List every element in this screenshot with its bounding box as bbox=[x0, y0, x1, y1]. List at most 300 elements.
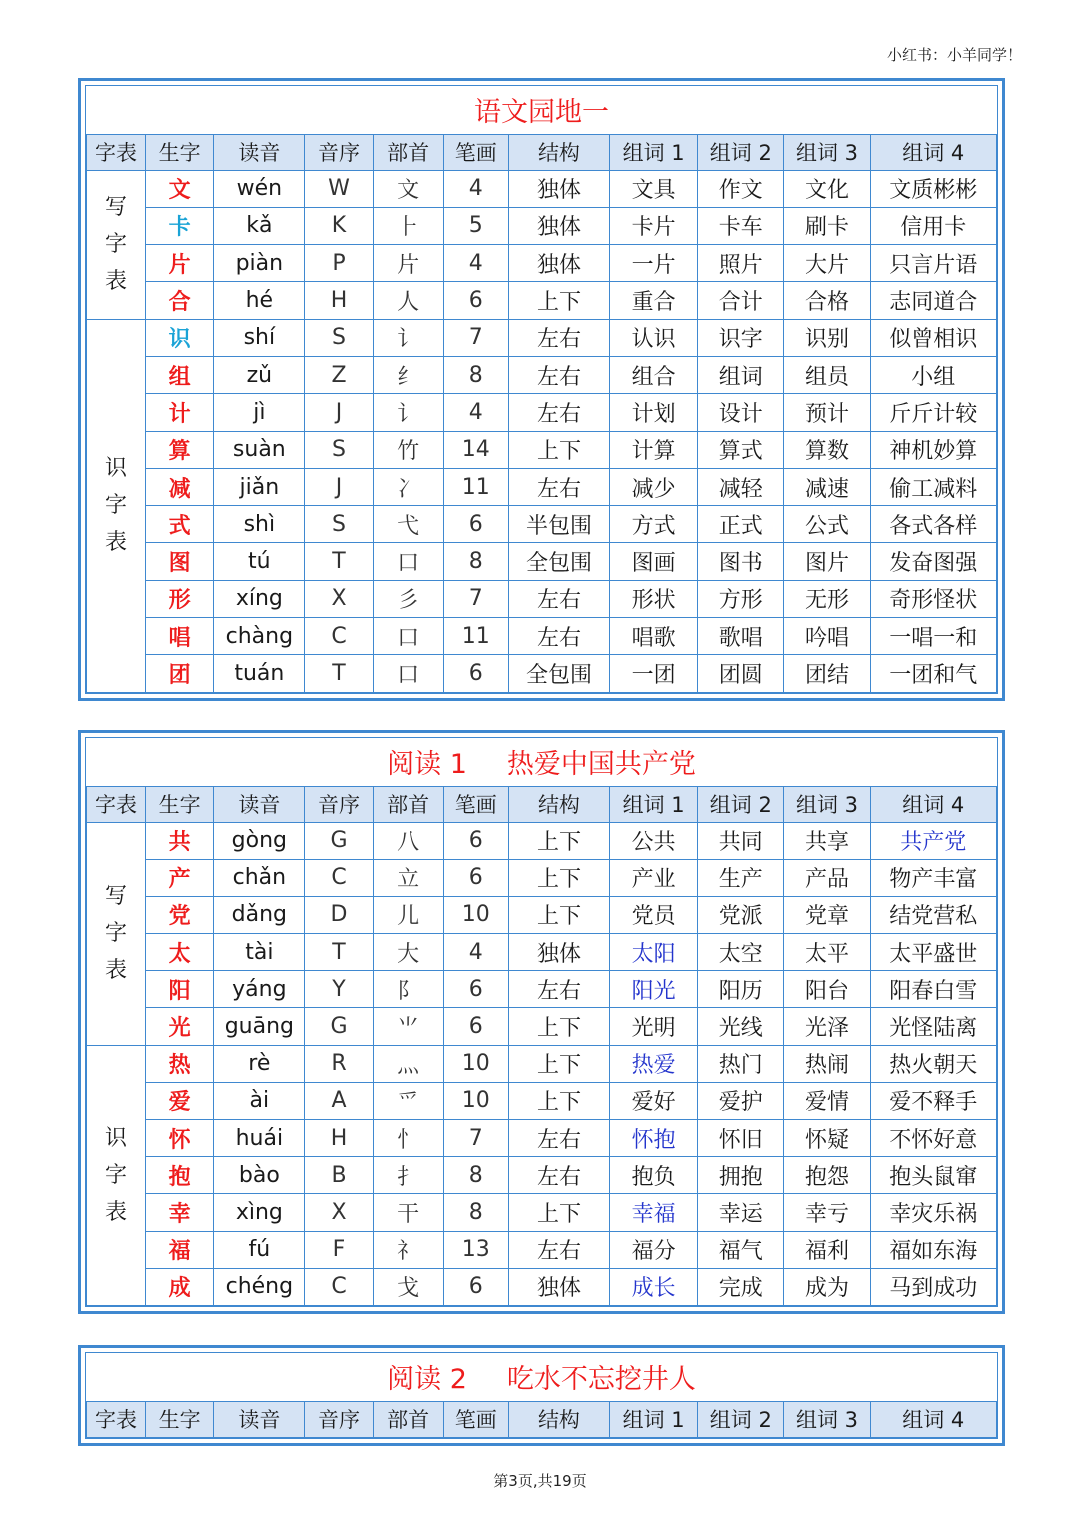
section-title bbox=[87, 86, 997, 134]
word-4: 奇形怪状 bbox=[870, 580, 996, 617]
table-row bbox=[87, 1231, 997, 1268]
word-3: 合格 bbox=[784, 282, 870, 319]
table-row bbox=[87, 1268, 997, 1305]
word-4: 抱头鼠窜 bbox=[870, 1157, 996, 1194]
initial-letter: X bbox=[305, 1194, 373, 1231]
word-3: 图片 bbox=[784, 543, 870, 580]
initial-letter: C bbox=[305, 859, 373, 896]
pinyin: xíng bbox=[214, 580, 305, 617]
word-1: 减少 bbox=[610, 468, 698, 505]
radical: 竹 bbox=[373, 431, 443, 468]
word-4: 文质彬彬 bbox=[870, 170, 996, 207]
word-4: 福如东海 bbox=[870, 1231, 996, 1268]
table-row bbox=[87, 1157, 997, 1194]
pinyin: tuán bbox=[214, 655, 305, 692]
table-row bbox=[87, 543, 997, 580]
structure: 左右 bbox=[508, 1157, 609, 1194]
word-1: 抱负 bbox=[610, 1157, 698, 1194]
group-label-char: 字 bbox=[105, 493, 128, 519]
word-3: 刷卡 bbox=[784, 207, 870, 244]
char-table bbox=[86, 1353, 997, 1438]
column-header: 组词 4 bbox=[870, 1401, 996, 1437]
word-4: 发奋图强 bbox=[870, 543, 996, 580]
word-1: 图画 bbox=[610, 543, 698, 580]
initial-letter: C bbox=[305, 1268, 373, 1305]
structure: 上下 bbox=[508, 1194, 609, 1231]
new-char: 福 bbox=[146, 1231, 214, 1268]
structure: 左右 bbox=[508, 356, 609, 393]
radical: 大 bbox=[373, 934, 443, 971]
word-4: 小组 bbox=[870, 356, 996, 393]
new-char: 片 bbox=[146, 245, 214, 282]
group-label-char: 表 bbox=[105, 530, 128, 556]
word-3: 怀疑 bbox=[784, 1120, 870, 1157]
initial-letter: T bbox=[305, 543, 373, 580]
word-4: 似曾相识 bbox=[870, 319, 996, 356]
table-row bbox=[87, 655, 997, 692]
word-4: 爱不释手 bbox=[870, 1082, 996, 1119]
column-header: 部首 bbox=[373, 134, 443, 170]
initial-letter: S bbox=[305, 319, 373, 356]
column-header: 结构 bbox=[508, 786, 609, 822]
word-2: 拥抱 bbox=[698, 1157, 784, 1194]
pinyin: zǔ bbox=[214, 356, 305, 393]
radical: 灬 bbox=[373, 1045, 443, 1082]
stroke-count: 4 bbox=[443, 394, 508, 431]
word-1: 一团 bbox=[610, 655, 698, 692]
pinyin: fú bbox=[214, 1231, 305, 1268]
word-4: 结党营私 bbox=[870, 896, 996, 933]
stroke-count: 10 bbox=[443, 1082, 508, 1119]
word-2: 歌唱 bbox=[698, 618, 784, 655]
radical: 讠 bbox=[373, 394, 443, 431]
radical: 片 bbox=[373, 245, 443, 282]
stroke-count: 7 bbox=[443, 1120, 508, 1157]
word-1: 计算 bbox=[610, 431, 698, 468]
word-2: 正式 bbox=[698, 506, 784, 543]
word-1: 产业 bbox=[610, 859, 698, 896]
word-3: 爱情 bbox=[784, 1082, 870, 1119]
word-3: 幸亏 bbox=[784, 1194, 870, 1231]
new-char: 文 bbox=[146, 170, 214, 207]
pinyin: yáng bbox=[214, 971, 305, 1008]
initial-letter: C bbox=[305, 618, 373, 655]
word-4: 太平盛世 bbox=[870, 934, 996, 971]
initial-letter: Y bbox=[305, 971, 373, 1008]
pinyin: chéng bbox=[214, 1268, 305, 1305]
initial-letter: R bbox=[305, 1045, 373, 1082]
word-1: 爱好 bbox=[610, 1082, 698, 1119]
word-1: 光明 bbox=[610, 1008, 698, 1045]
table-row bbox=[87, 245, 997, 282]
pinyin: jì bbox=[214, 394, 305, 431]
group-label bbox=[87, 319, 146, 692]
word-1: 一片 bbox=[610, 245, 698, 282]
pinyin: shí bbox=[214, 319, 305, 356]
header-note: 小红书：小羊同学！ bbox=[886, 46, 1022, 64]
column-header: 组词 2 bbox=[698, 1401, 784, 1437]
new-char: 合 bbox=[146, 282, 214, 319]
column-header: 组词 3 bbox=[784, 786, 870, 822]
column-header: 音序 bbox=[305, 786, 373, 822]
pinyin: jiǎn bbox=[214, 468, 305, 505]
new-char: 减 bbox=[146, 468, 214, 505]
word-4: 各式各样 bbox=[870, 506, 996, 543]
word-2: 完成 bbox=[698, 1268, 784, 1305]
word-1: 福分 bbox=[610, 1231, 698, 1268]
stroke-count: 11 bbox=[443, 618, 508, 655]
stroke-count: 4 bbox=[443, 170, 508, 207]
structure: 上下 bbox=[508, 1045, 609, 1082]
pinyin: hé bbox=[214, 282, 305, 319]
column-header: 笔画 bbox=[443, 134, 508, 170]
initial-letter: T bbox=[305, 655, 373, 692]
table-row bbox=[87, 170, 997, 207]
radical: 干 bbox=[373, 1194, 443, 1231]
structure: 全包围 bbox=[508, 543, 609, 580]
word-4: 偷工减料 bbox=[870, 468, 996, 505]
pinyin: tú bbox=[214, 543, 305, 580]
structure: 全包围 bbox=[508, 655, 609, 692]
initial-letter: F bbox=[305, 1231, 373, 1268]
table-row bbox=[87, 468, 997, 505]
word-1: 阳光 bbox=[610, 971, 698, 1008]
column-header: 组词 4 bbox=[870, 786, 996, 822]
word-3: 热闹 bbox=[784, 1045, 870, 1082]
page-number: 第3页,共19页 bbox=[493, 1472, 587, 1490]
table-row bbox=[87, 934, 997, 971]
radical: ⺌ bbox=[373, 1008, 443, 1045]
structure: 上下 bbox=[508, 431, 609, 468]
char-table bbox=[86, 86, 997, 693]
stroke-count: 8 bbox=[443, 1194, 508, 1231]
structure: 独体 bbox=[508, 245, 609, 282]
initial-letter: W bbox=[305, 170, 373, 207]
stroke-count: 4 bbox=[443, 245, 508, 282]
table-row bbox=[87, 1045, 997, 1082]
initial-letter: H bbox=[305, 1120, 373, 1157]
initial-letter: G bbox=[305, 1008, 373, 1045]
column-header: 读音 bbox=[214, 1401, 305, 1437]
word-1: 文具 bbox=[610, 170, 698, 207]
new-char: 式 bbox=[146, 506, 214, 543]
word-2: 图书 bbox=[698, 543, 784, 580]
group-label-char: 表 bbox=[105, 269, 128, 295]
structure: 左右 bbox=[508, 1120, 609, 1157]
initial-letter: Z bbox=[305, 356, 373, 393]
section-title-main: 阅读 2 bbox=[387, 1364, 467, 1396]
stroke-count: 8 bbox=[443, 543, 508, 580]
section-yuedu-1 bbox=[78, 730, 1005, 1314]
radical: 文 bbox=[373, 170, 443, 207]
structure: 左右 bbox=[508, 319, 609, 356]
table-row bbox=[87, 971, 997, 1008]
initial-letter: X bbox=[305, 580, 373, 617]
column-header: 组词 3 bbox=[784, 134, 870, 170]
word-2: 卡车 bbox=[698, 207, 784, 244]
initial-letter: P bbox=[305, 245, 373, 282]
pinyin: gòng bbox=[214, 822, 305, 859]
word-2: 方形 bbox=[698, 580, 784, 617]
radical: 讠 bbox=[373, 319, 443, 356]
structure: 上下 bbox=[508, 896, 609, 933]
column-header: 生字 bbox=[146, 786, 214, 822]
pinyin: tài bbox=[214, 934, 305, 971]
word-1: 太阳 bbox=[610, 934, 698, 971]
column-header: 组词 1 bbox=[610, 134, 698, 170]
word-4: 神机妙算 bbox=[870, 431, 996, 468]
table-row bbox=[87, 859, 997, 896]
word-4: 信用卡 bbox=[870, 207, 996, 244]
initial-letter: J bbox=[305, 468, 373, 505]
radical: 彡 bbox=[373, 580, 443, 617]
stroke-count: 14 bbox=[443, 431, 508, 468]
word-1: 卡片 bbox=[610, 207, 698, 244]
word-4: 一团和气 bbox=[870, 655, 996, 692]
word-2: 福气 bbox=[698, 1231, 784, 1268]
column-header: 笔画 bbox=[443, 1401, 508, 1437]
initial-letter: B bbox=[305, 1157, 373, 1194]
table-row bbox=[87, 207, 997, 244]
radical: 儿 bbox=[373, 896, 443, 933]
table-row bbox=[87, 506, 997, 543]
column-header: 字表 bbox=[87, 1401, 146, 1437]
word-2: 团圆 bbox=[698, 655, 784, 692]
pinyin: shì bbox=[214, 506, 305, 543]
word-3: 抱怨 bbox=[784, 1157, 870, 1194]
word-2: 照片 bbox=[698, 245, 784, 282]
column-header: 组词 2 bbox=[698, 786, 784, 822]
group-label-char: 写 bbox=[105, 884, 128, 910]
column-header: 读音 bbox=[214, 134, 305, 170]
pinyin: xìng bbox=[214, 1194, 305, 1231]
column-header: 组词 3 bbox=[784, 1401, 870, 1437]
radical: 戈 bbox=[373, 1268, 443, 1305]
section-title-main: 语文园地一 bbox=[474, 97, 609, 129]
group-label-char: 字 bbox=[105, 232, 128, 258]
stroke-count: 8 bbox=[443, 356, 508, 393]
radical: 立 bbox=[373, 859, 443, 896]
new-char: 太 bbox=[146, 934, 214, 971]
column-header: 笔画 bbox=[443, 786, 508, 822]
word-2: 幸运 bbox=[698, 1194, 784, 1231]
column-header: 生字 bbox=[146, 1401, 214, 1437]
radical: 礻 bbox=[373, 1231, 443, 1268]
new-char: 计 bbox=[146, 394, 214, 431]
word-4: 只言片语 bbox=[870, 245, 996, 282]
word-2: 热门 bbox=[698, 1045, 784, 1082]
word-3: 成为 bbox=[784, 1268, 870, 1305]
column-header: 音序 bbox=[305, 134, 373, 170]
initial-letter: D bbox=[305, 896, 373, 933]
stroke-count: 7 bbox=[443, 319, 508, 356]
stroke-count: 6 bbox=[443, 1008, 508, 1045]
new-char: 组 bbox=[146, 356, 214, 393]
group-label-char: 识 bbox=[105, 456, 128, 482]
word-1: 认识 bbox=[610, 319, 698, 356]
structure: 上下 bbox=[508, 282, 609, 319]
pinyin: dǎng bbox=[214, 896, 305, 933]
new-char: 党 bbox=[146, 896, 214, 933]
word-3: 公式 bbox=[784, 506, 870, 543]
pinyin: huái bbox=[214, 1120, 305, 1157]
radical: 八 bbox=[373, 822, 443, 859]
group-label-char: 表 bbox=[105, 1199, 128, 1225]
column-header: 读音 bbox=[214, 786, 305, 822]
structure: 上下 bbox=[508, 859, 609, 896]
word-3: 预计 bbox=[784, 394, 870, 431]
column-header: 字表 bbox=[87, 786, 146, 822]
column-header: 组词 4 bbox=[870, 134, 996, 170]
structure: 半包围 bbox=[508, 506, 609, 543]
new-char: 算 bbox=[146, 431, 214, 468]
word-1: 热爱 bbox=[610, 1045, 698, 1082]
group-label-char: 字 bbox=[105, 1162, 128, 1188]
group-label-char: 字 bbox=[105, 921, 128, 947]
initial-letter: K bbox=[305, 207, 373, 244]
new-char: 唱 bbox=[146, 618, 214, 655]
column-header: 音序 bbox=[305, 1401, 373, 1437]
word-3: 团结 bbox=[784, 655, 870, 692]
section-title-sub: 吃水不忘挖井人 bbox=[506, 1364, 696, 1396]
word-2: 合计 bbox=[698, 282, 784, 319]
structure: 左右 bbox=[508, 580, 609, 617]
column-header: 生字 bbox=[146, 134, 214, 170]
group-label-char: 写 bbox=[105, 195, 128, 221]
structure: 左右 bbox=[508, 971, 609, 1008]
group-label-char: 表 bbox=[105, 958, 128, 984]
group-label bbox=[87, 1045, 146, 1305]
word-4: 一唱一和 bbox=[870, 618, 996, 655]
radical: 口 bbox=[373, 618, 443, 655]
word-1: 方式 bbox=[610, 506, 698, 543]
stroke-count: 4 bbox=[443, 934, 508, 971]
word-1: 成长 bbox=[610, 1268, 698, 1305]
stroke-count: 7 bbox=[443, 580, 508, 617]
stroke-count: 6 bbox=[443, 1268, 508, 1305]
column-header: 部首 bbox=[373, 1401, 443, 1437]
new-char: 阳 bbox=[146, 971, 214, 1008]
word-4: 马到成功 bbox=[870, 1268, 996, 1305]
word-3: 组员 bbox=[784, 356, 870, 393]
word-2: 生产 bbox=[698, 859, 784, 896]
section-title bbox=[87, 738, 997, 786]
word-1: 怀抱 bbox=[610, 1120, 698, 1157]
structure: 独体 bbox=[508, 1268, 609, 1305]
structure: 上下 bbox=[508, 1008, 609, 1045]
table-row bbox=[87, 896, 997, 933]
stroke-count: 6 bbox=[443, 822, 508, 859]
word-4: 物产丰富 bbox=[870, 859, 996, 896]
table-row bbox=[87, 1194, 997, 1231]
section-yuwen-yuandi-1 bbox=[78, 78, 1005, 701]
stroke-count: 10 bbox=[443, 1045, 508, 1082]
word-2: 识字 bbox=[698, 319, 784, 356]
table-row bbox=[87, 618, 997, 655]
pinyin: chǎn bbox=[214, 859, 305, 896]
initial-letter: J bbox=[305, 394, 373, 431]
word-2: 共同 bbox=[698, 822, 784, 859]
section-yuedu-2 bbox=[78, 1345, 1005, 1446]
word-3: 党章 bbox=[784, 896, 870, 933]
stroke-count: 8 bbox=[443, 1157, 508, 1194]
new-char: 产 bbox=[146, 859, 214, 896]
table-row bbox=[87, 1120, 997, 1157]
initial-letter: G bbox=[305, 822, 373, 859]
word-4: 不怀好意 bbox=[870, 1120, 996, 1157]
word-1: 形状 bbox=[610, 580, 698, 617]
structure: 左右 bbox=[508, 618, 609, 655]
radical: 人 bbox=[373, 282, 443, 319]
word-2: 光线 bbox=[698, 1008, 784, 1045]
structure: 左右 bbox=[508, 468, 609, 505]
structure: 独体 bbox=[508, 934, 609, 971]
structure: 独体 bbox=[508, 207, 609, 244]
column-header: 组词 1 bbox=[610, 1401, 698, 1437]
word-2: 爱护 bbox=[698, 1082, 784, 1119]
new-char: 卡 bbox=[146, 207, 214, 244]
structure: 独体 bbox=[508, 170, 609, 207]
column-header: 部首 bbox=[373, 786, 443, 822]
word-1: 党员 bbox=[610, 896, 698, 933]
new-char: 光 bbox=[146, 1008, 214, 1045]
word-1: 组合 bbox=[610, 356, 698, 393]
new-char: 幸 bbox=[146, 1194, 214, 1231]
pinyin: kǎ bbox=[214, 207, 305, 244]
table-row bbox=[87, 1008, 997, 1045]
stroke-count: 6 bbox=[443, 655, 508, 692]
structure: 上下 bbox=[508, 1082, 609, 1119]
pinyin: piàn bbox=[214, 245, 305, 282]
word-3: 光泽 bbox=[784, 1008, 870, 1045]
structure: 左右 bbox=[508, 394, 609, 431]
word-4: 志同道合 bbox=[870, 282, 996, 319]
structure: 上下 bbox=[508, 822, 609, 859]
initial-letter: H bbox=[305, 282, 373, 319]
group-label bbox=[87, 170, 146, 319]
radical: ⺊ bbox=[373, 207, 443, 244]
word-3: 减速 bbox=[784, 468, 870, 505]
new-char: 形 bbox=[146, 580, 214, 617]
stroke-count: 6 bbox=[443, 859, 508, 896]
table-row bbox=[87, 1082, 997, 1119]
group-label bbox=[87, 822, 146, 1045]
radical: 纟 bbox=[373, 356, 443, 393]
pinyin: wén bbox=[214, 170, 305, 207]
word-1: 公共 bbox=[610, 822, 698, 859]
new-char: 图 bbox=[146, 543, 214, 580]
table-row bbox=[87, 580, 997, 617]
word-4: 幸灾乐祸 bbox=[870, 1194, 996, 1231]
pinyin: chàng bbox=[214, 618, 305, 655]
word-4: 斤斤计较 bbox=[870, 394, 996, 431]
word-3: 大片 bbox=[784, 245, 870, 282]
pinyin: ài bbox=[214, 1082, 305, 1119]
word-4: 共产党 bbox=[870, 822, 996, 859]
section-title bbox=[87, 1353, 997, 1401]
new-char: 识 bbox=[146, 319, 214, 356]
new-char: 爱 bbox=[146, 1082, 214, 1119]
stroke-count: 6 bbox=[443, 506, 508, 543]
radical: 忄 bbox=[373, 1120, 443, 1157]
column-header: 结构 bbox=[508, 1401, 609, 1437]
word-2: 设计 bbox=[698, 394, 784, 431]
section-title-main: 阅读 1 bbox=[387, 749, 467, 781]
table-row bbox=[87, 822, 997, 859]
column-header: 字表 bbox=[87, 134, 146, 170]
table-row bbox=[87, 431, 997, 468]
word-3: 算数 bbox=[784, 431, 870, 468]
